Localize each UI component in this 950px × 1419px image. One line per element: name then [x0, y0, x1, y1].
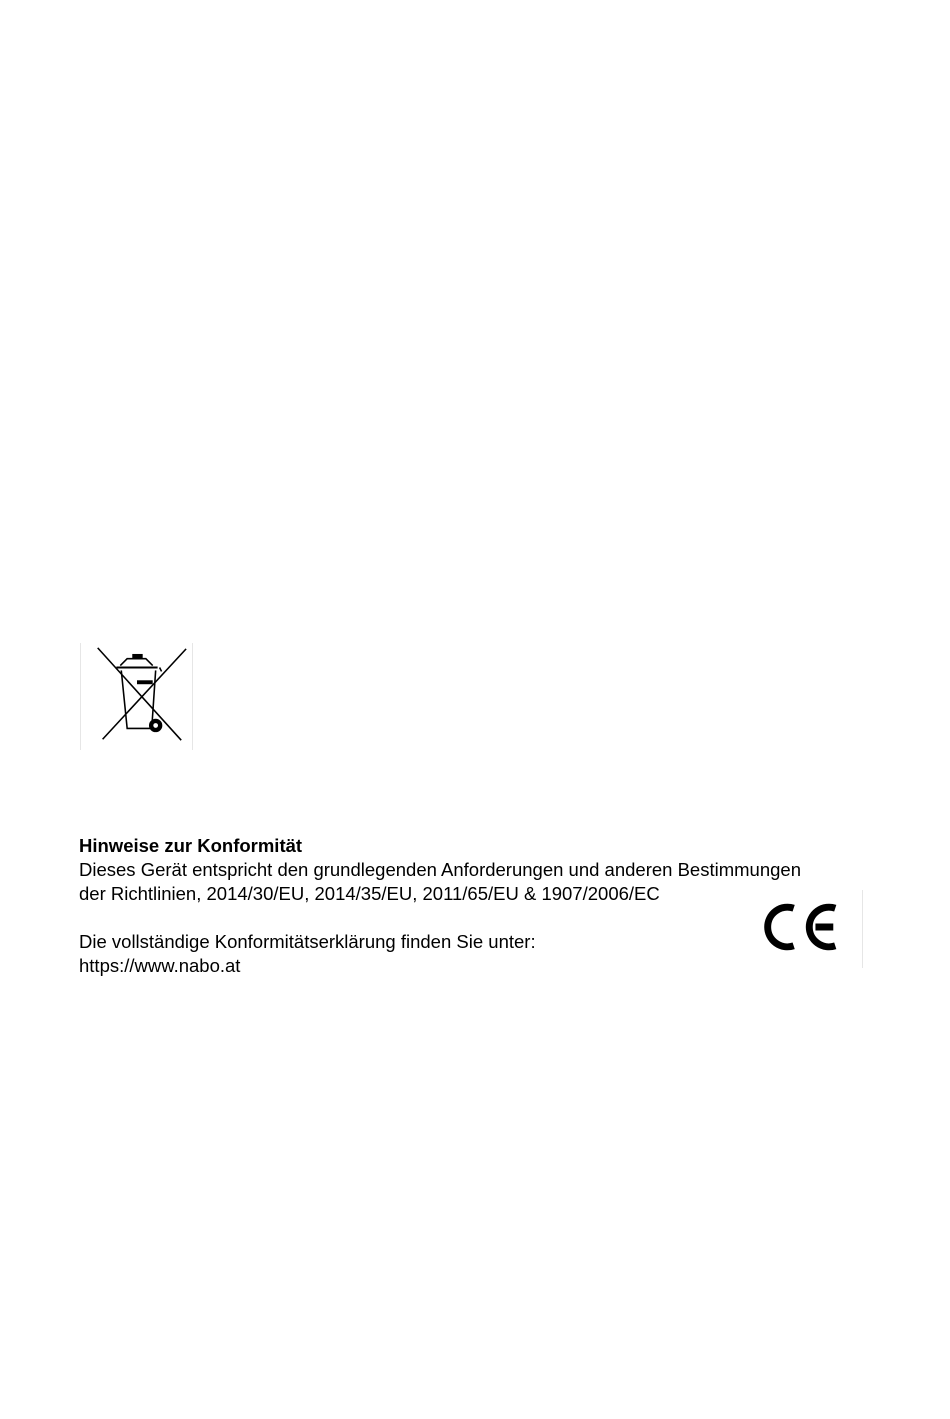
paragraph-gap: [79, 906, 879, 930]
conformity-section: [79, 834, 879, 978]
declaration-text: Die vollständige Konformitätserklärung finden Sie unter:: [79, 931, 536, 952]
declaration-url: https://www.nabo.at: [79, 955, 241, 976]
conformity-text-line-2: der Richtlinien, 2014/30/EU, 2014/35/EU, 2011/65/EU & 1907/2006/EC: [79, 883, 660, 904]
crossed-out-wheelie-bin-icon: [81, 643, 192, 750]
ce-mark-icon: [760, 890, 862, 968]
conformity-text-line-1: Dieses Gerät entspricht den grundlegenden Anforderungen und anderen Bestimmungen: [79, 859, 801, 880]
ce-mark: [760, 890, 863, 968]
conformity-heading: Hinweise zur Konformität: [79, 835, 303, 856]
weee-symbol: [80, 643, 193, 750]
